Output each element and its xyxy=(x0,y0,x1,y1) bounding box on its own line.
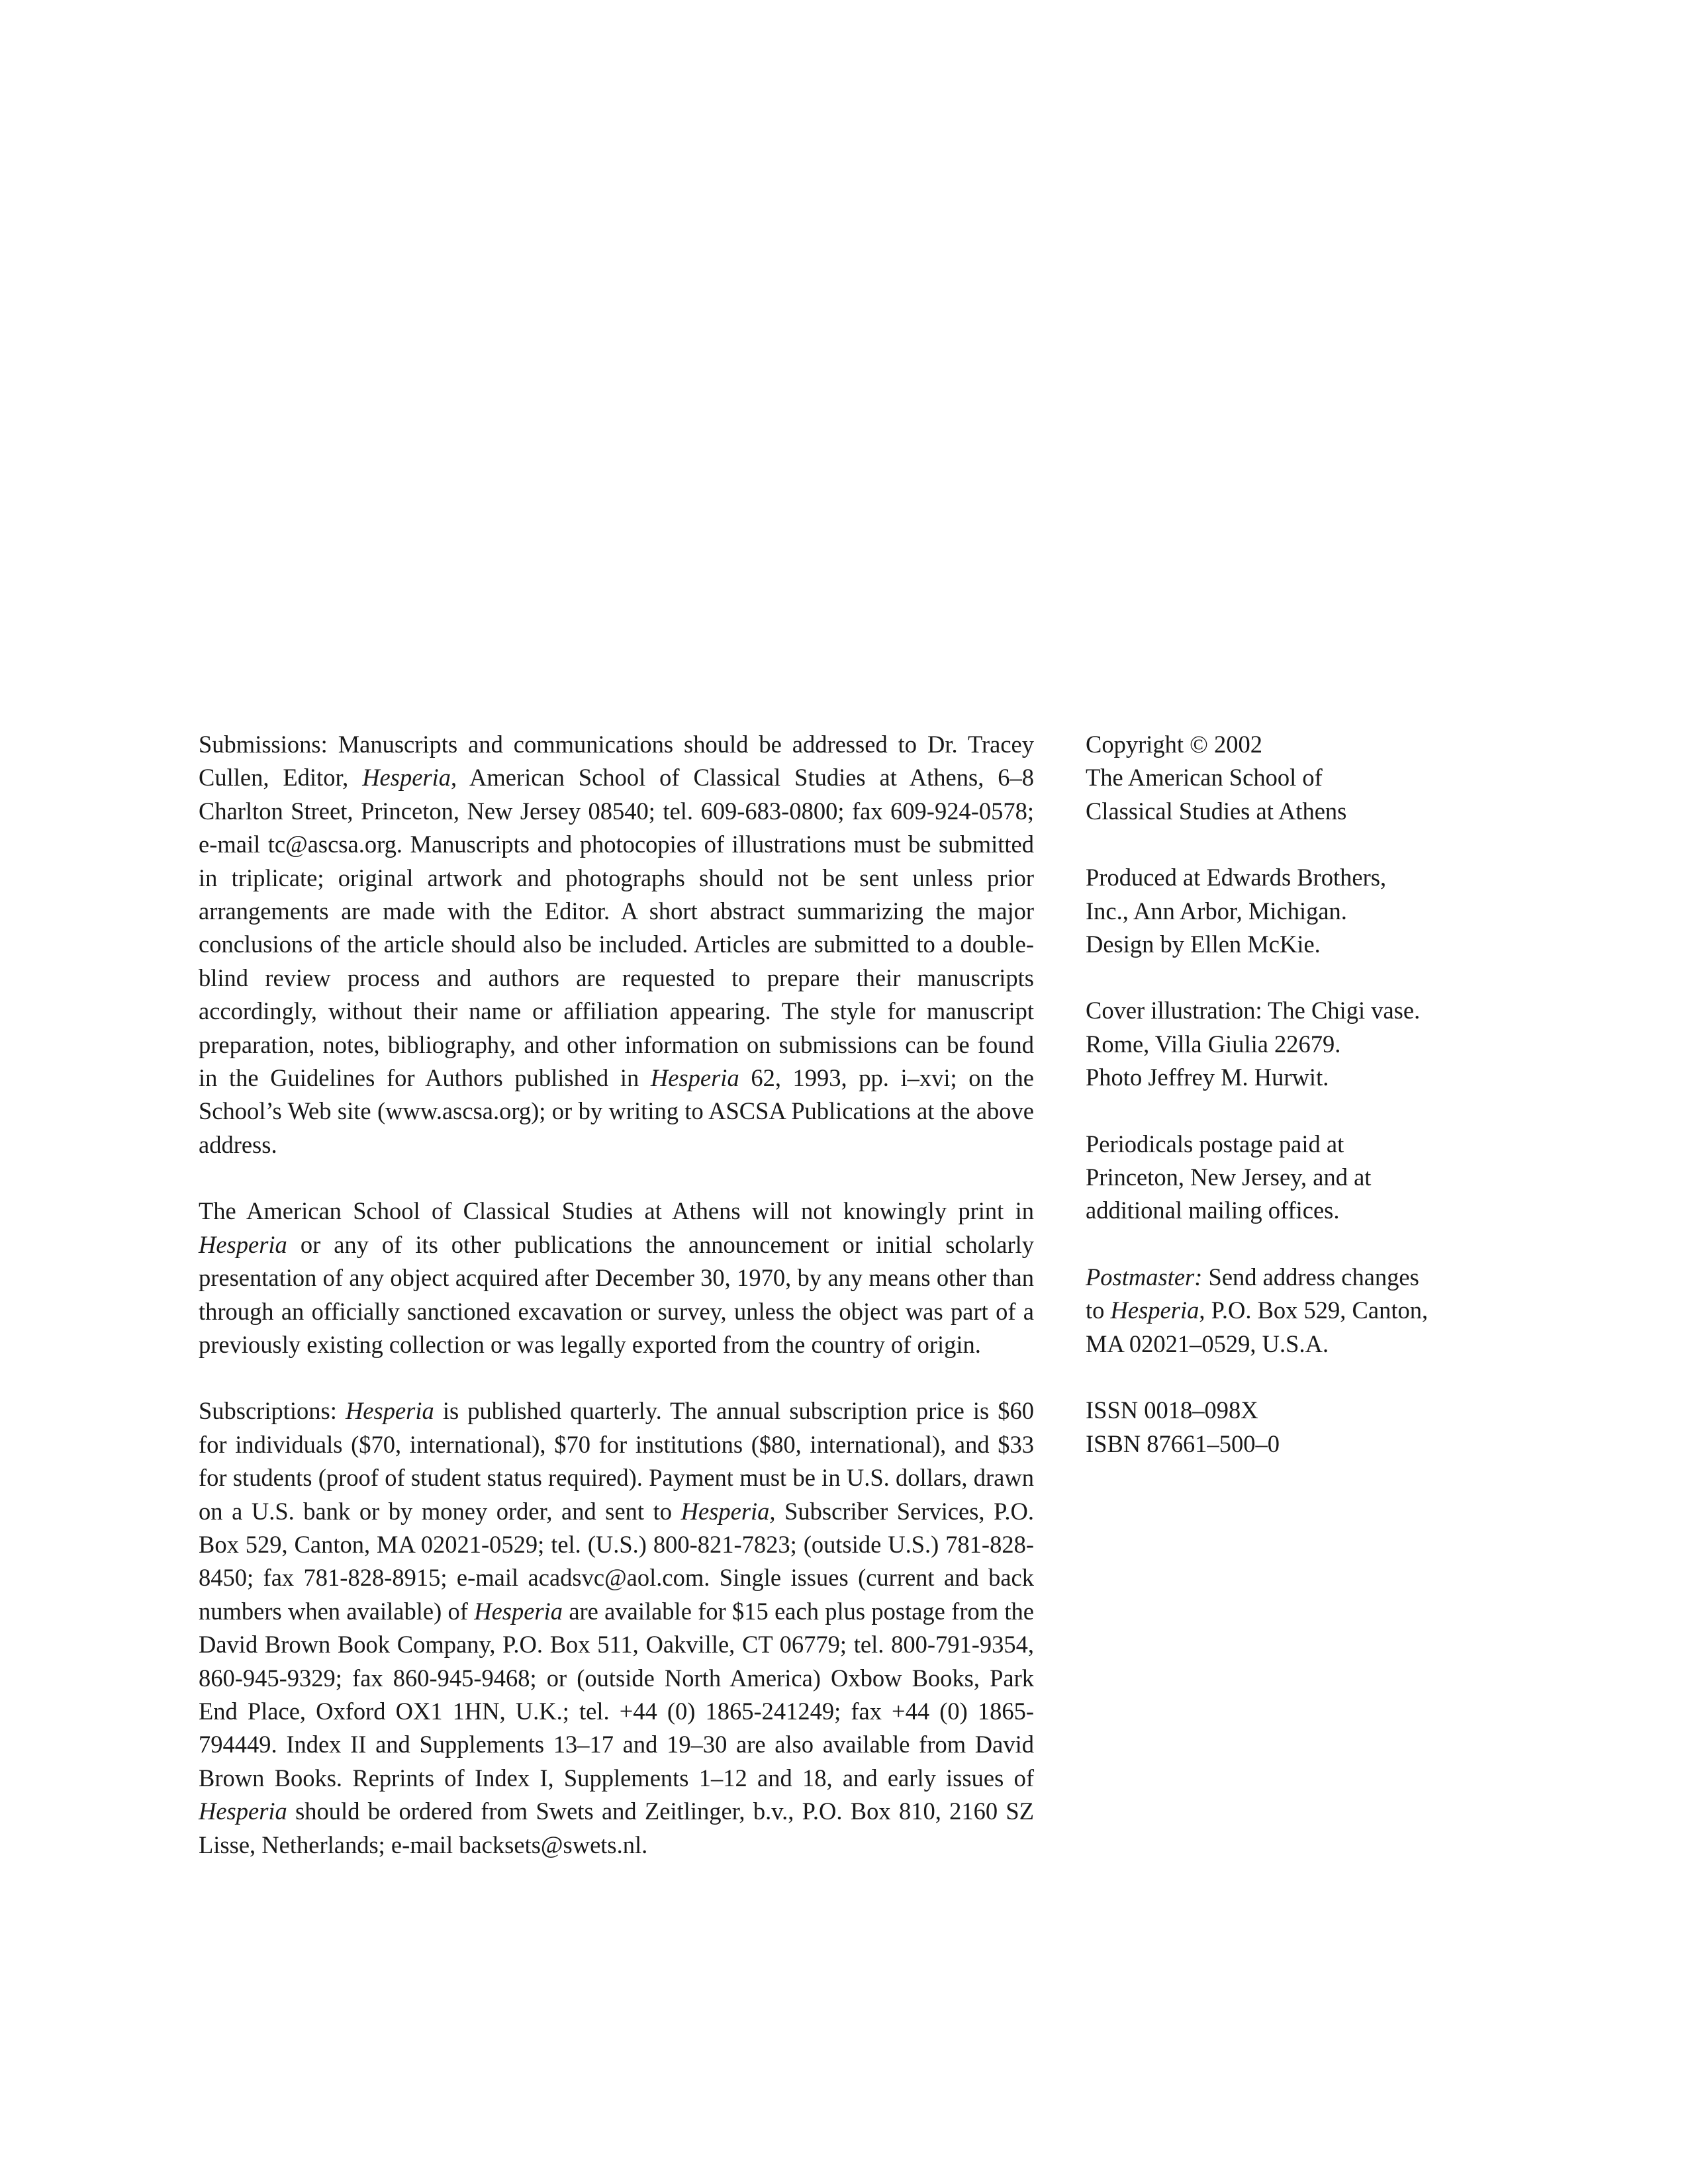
copyright-line: Classical Studies at Athens xyxy=(1086,797,1347,825)
postage-line: Periodicals postage paid at xyxy=(1086,1130,1344,1158)
postmaster-text: , P.O. Box 529, Canton, xyxy=(1199,1297,1429,1324)
issn: ISSN 0018–098X xyxy=(1086,1396,1258,1424)
subscriptions-text-4: are available for $15 each plus postage from the David Brown Book Company, P.O. Box 511, Oakville, CT 06779; tel. 800-791-9354, 860-945-9329; fax 860-945-9468; or (outside North America) Oxbow Books, Park End Place, Oxford OX1 1HN, U.K.; tel. +44 (0) 1865-241249; fax +44 (0) 1865-794449. Index II and Supplements 13–17 and 19–30 are also available from David Brown Books. Reprints of Index I, Supplements 1–12 and 18, and early issues of xyxy=(199,1597,1034,1792)
postmaster-line xyxy=(1086,1261,1509,1294)
journal-title: Hesperia xyxy=(650,1064,739,1092)
production-line: Design by Ellen McKie. xyxy=(1086,931,1321,958)
postmaster-line: MA 02021–0529, U.S.A. xyxy=(1086,1330,1329,1357)
cover-line: Rome, Villa Giulia 22679. xyxy=(1086,1030,1341,1058)
journal-title: Hesperia xyxy=(345,1397,434,1425)
colophon-column xyxy=(1086,728,1509,1494)
production-line: Produced at Edwards Brothers, xyxy=(1086,864,1387,891)
policy-text-1: The American School of Classical Studies at Athens will not knowingly print in xyxy=(199,1197,1034,1225)
postage-block xyxy=(1086,1128,1509,1228)
postmaster-text: Send address changes xyxy=(1202,1263,1419,1291)
subscriptions-text-1: Subscriptions: xyxy=(199,1397,346,1425)
identifiers-block xyxy=(1086,1394,1509,1461)
cover-line: Cover illustration: The Chigi vase. xyxy=(1086,997,1421,1024)
subscriptions-paragraph xyxy=(199,1394,1034,1862)
main-text-column xyxy=(199,728,1034,1895)
postmaster-text: to xyxy=(1086,1297,1111,1324)
journal-title: Hesperia, xyxy=(680,1497,776,1525)
subscriptions-text-5: should be ordered from Swets and Zeitlinger, b.v., P.O. Box 810, 2160 SZ Lisse, Netherlands; e-mail backsets@swets.nl. xyxy=(199,1797,1034,1858)
postmaster-label: Postmaster: xyxy=(1086,1263,1203,1291)
postmaster-block xyxy=(1086,1261,1509,1361)
cover-illustration-block xyxy=(1086,994,1509,1094)
copyright-line: Copyright © 2002 xyxy=(1086,731,1263,758)
copyright-line: The American School of xyxy=(1086,764,1323,792)
journal-title: Hesperia xyxy=(199,1230,287,1258)
postage-line: additional mailing offices. xyxy=(1086,1197,1340,1224)
submissions-text-2: , American School of Classical Studies at Athens, 6–8 Charlton Street, Princeton, New Jersey 08540; tel. 609-683-0800; fax 609-924-0578; e-mail tc@ascsa.org. Manuscripts and photocopies of illustrations must be submitted in triplicate; original artwork and photographs should not be sent unless prior arrangements are made with the Editor. A short abstract summarizing the major conclusions of the article should also be included. Articles are submitted to a double-blind review process and authors are requested to prepare their manuscripts accordingly, without their name or affiliation appearing. The style for manuscript preparation, notes, bibliography, and other information on submissions can be found in the Guidelines for Authors published in xyxy=(199,764,1034,1092)
isbn: ISBN 87661–500–0 xyxy=(1086,1430,1280,1457)
copyright-block xyxy=(1086,728,1509,828)
journal-title: Hesperia xyxy=(362,764,451,792)
postmaster-line xyxy=(1086,1294,1509,1327)
cover-line: Photo Jeffrey M. Hurwit. xyxy=(1086,1064,1329,1091)
policy-text-2: or any of its other publications the announcement or initial scholarly presentation of any object acquired after December 30, 1970, by any means other than through an officially sanctioned excavation or survey, unless the object was part of a previously existing collection or was legally exported from the country of origin. xyxy=(199,1230,1034,1358)
submissions-paragraph xyxy=(199,728,1034,1161)
journal-title: Hesperia xyxy=(474,1597,563,1625)
journal-title: Hesperia xyxy=(199,1797,287,1825)
journal-title: Hesperia xyxy=(1110,1297,1199,1324)
subscriptions-text-3: Subscriber Services, P.O. Box 529, Canton, MA 02021-0529; tel. (U.S.) 800-821-7823; (outside U.S.) 781-828-8450; fax 781-828-8915; e-mail acadsvc@aol.com. Single issues (current and back numbers when available) of xyxy=(199,1497,1034,1625)
production-line: Inc., Ann Arbor, Michigan. xyxy=(1086,897,1347,925)
submissions-text-3: 62, 1993, pp. i–xvi; on the School’s Web site (www.ascsa.org); or by writing to ASCSA Publications at the above address. xyxy=(199,1064,1035,1158)
subscriptions-text-2: is published quarterly. The annual subscription price is $60 for individuals ($70, international), $70 for institutions ($80, international), and $33 for students (proof of student status required). Payment must be in U.S. dollars, drawn on a U.S. bank or by money order, and sent to xyxy=(199,1397,1034,1525)
postage-line: Princeton, New Jersey, and at xyxy=(1086,1163,1372,1191)
production-block xyxy=(1086,861,1509,961)
acquisition-policy-paragraph xyxy=(199,1195,1034,1361)
submissions-text-1: Submissions: Manuscripts and communications should be addressed to Dr. Tracey Cullen, Editor, xyxy=(199,731,1034,792)
